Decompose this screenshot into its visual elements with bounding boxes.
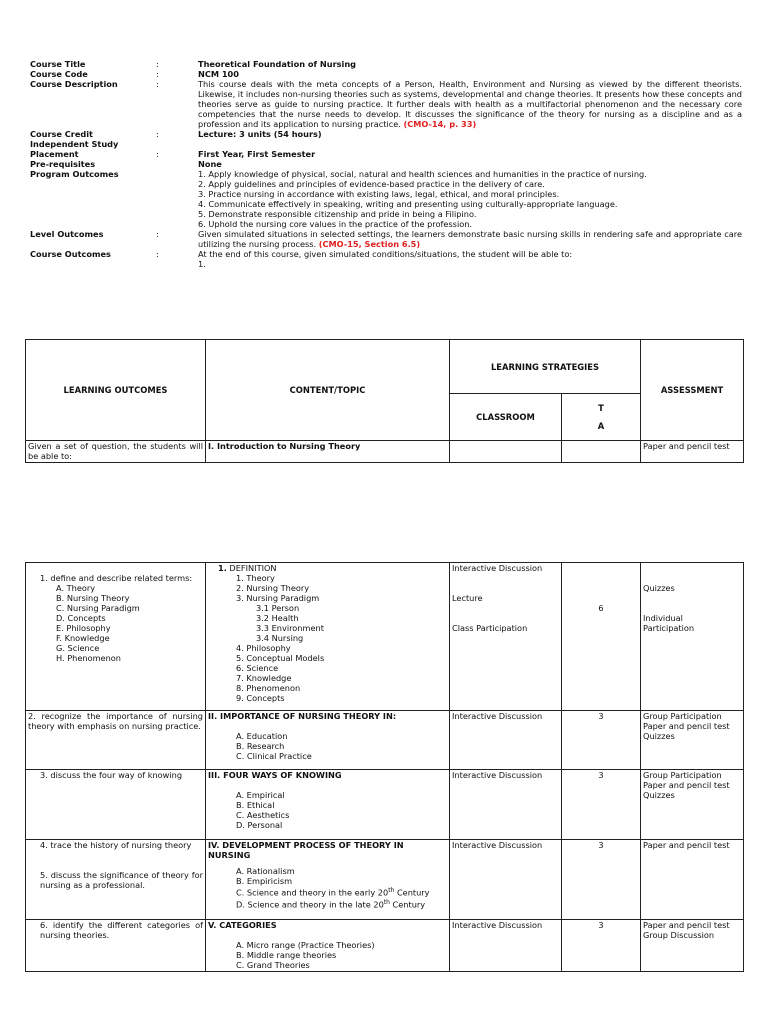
topic-subitem: 3.3 Environment (256, 623, 324, 633)
topic-title: II. IMPORTANCE OF NURSING THEORY IN: (208, 711, 397, 721)
assessment-item: Paper and pencil test (643, 840, 730, 850)
assessment-item: Quizzes (643, 790, 675, 800)
topic-item: 2. Nursing Theory (236, 583, 310, 593)
course-code-value: NCM 100 (198, 69, 239, 79)
topic-item: B. Empiricism (236, 876, 293, 886)
topic-item: B. Ethical (236, 800, 275, 810)
course-description-ref: (CMO-14, p. 33) (403, 119, 477, 129)
topic-item: B. Research (236, 741, 285, 751)
independent-study-row (30, 139, 742, 149)
assessment-item: Group Discussion (643, 930, 715, 940)
course-description-row (30, 79, 742, 129)
topic-cell (206, 770, 450, 840)
placement-value: First Year, First Semester (198, 149, 316, 159)
outcome-cell: 2. recognize the importance of nursing theory with emphasis on nursing practice. (26, 711, 206, 770)
level-outcomes-ref: (CMO-15, Section 6.5) (318, 239, 421, 249)
program-outcome-item: 4. Communicate effectively in speaking, writing and presenting using culturally-appropriate language. (198, 199, 618, 209)
colon: : (156, 69, 159, 79)
level-outcomes-value (198, 229, 742, 249)
level-outcomes-text: Given simulated situations in selected settings, the learners demonstrate basic nursing skills in rendering safe and appropriate care utilizing the nursing process. (198, 229, 742, 249)
table-row (26, 711, 744, 770)
hours-cell (562, 563, 641, 711)
program-outcome-item: 5. Demonstrate responsible citizenship and pride in being a Filipino. (198, 209, 477, 219)
strategy-cell: Interactive Discussion (450, 711, 562, 770)
outcome-item: F. Knowledge (56, 633, 110, 643)
ordinal-suffix: th (383, 898, 390, 906)
strategy-cell: Interactive Discussion (450, 920, 562, 972)
outcome-text: 1. define and describe related terms: (40, 573, 193, 583)
colon: : (156, 129, 159, 139)
topic-cell: I. Introduction to Nursing Theory (206, 441, 450, 463)
table-row (26, 840, 744, 920)
ordinal-suffix: th (388, 887, 395, 894)
assessment-item: Paper and pencil test (643, 721, 730, 731)
strategy-cell (450, 563, 562, 711)
course-description-value (198, 79, 742, 129)
colon: : (156, 249, 159, 259)
topic-item-century: Century (394, 887, 430, 898)
outcome-item: D. Concepts (56, 613, 106, 623)
prerequisites-label: Pre-requisites (30, 159, 96, 169)
topic-cell (206, 840, 450, 920)
hours-cell: 3 (562, 770, 641, 840)
hours-cell: 3 (562, 840, 641, 920)
assessment-cell: Paper and pencil test (641, 441, 744, 463)
prerequisites-row (30, 159, 742, 169)
outcome-cell (26, 920, 206, 972)
topic-title: V. CATEGORIES (208, 920, 277, 930)
assessment-header: ASSESSMENT (641, 340, 744, 441)
topic-item: 3. Nursing Paradigm (236, 593, 320, 603)
topic-item: D. Personal (236, 820, 283, 830)
assessment-cell (641, 770, 744, 840)
colon-empty (156, 169, 198, 229)
outcome-text: 5. discuss the significance of theory for nursing as a professional. (40, 870, 203, 890)
hours-cell: 3 (562, 920, 641, 972)
topic-cell (206, 920, 450, 972)
outcome-item: A. Theory (56, 583, 96, 593)
course-credit-row (30, 129, 742, 139)
course-header (30, 59, 742, 269)
topic-item (208, 886, 447, 898)
outcome-text: 3. discuss the four way of knowing (40, 770, 183, 780)
assessment-cell (641, 711, 744, 770)
colon: : (156, 149, 159, 159)
topic-title-number: 1. (218, 563, 227, 573)
assessment-cell (641, 920, 744, 972)
learning-outcomes-header: LEARNING OUTCOMES (26, 340, 206, 441)
program-outcomes-list (198, 169, 742, 229)
topic-title: IV. DEVELOPMENT PROCESS OF THEORY IN NURSING (208, 840, 404, 860)
outcome-cell (26, 770, 206, 840)
program-outcome-item: 2. Apply guidelines and principles of evidence-based practice in the delivery of care. (198, 179, 545, 189)
course-outcomes-label: Course Outcomes (30, 249, 111, 259)
course-outcomes-value (198, 249, 742, 269)
program-outcome-item: 3. Practice nursing in accordance with existing laws, legal, ethical, and moral principles. (198, 189, 560, 199)
assessment-cell (641, 840, 744, 920)
course-outcomes-item: 1. (198, 259, 206, 269)
strategy-cell: Interactive Discussion (450, 770, 562, 840)
topic-item-text: D. Science and theory in the late 20 (236, 899, 384, 910)
strategy-item: Class Participation (452, 623, 528, 633)
placement-label: Placement (30, 149, 79, 159)
colon: : (156, 59, 159, 69)
classroom-cell (450, 441, 562, 463)
learning-strategies-header: LEARNING STRATEGIES (450, 340, 641, 394)
table-row (26, 920, 744, 972)
topic-item-century: Century (389, 899, 426, 910)
t-label: T (598, 403, 604, 413)
topic-item: 5. Conceptual Models (236, 653, 325, 663)
topic-item: 7. Knowledge (236, 673, 292, 683)
assessment-cell (641, 563, 744, 711)
topic-cell (206, 711, 450, 770)
placement-row (30, 149, 742, 159)
content-topic-header: CONTENT/TOPIC (206, 340, 450, 441)
independent-study-label: Independent Study (30, 139, 119, 149)
assessment-item: Quizzes (643, 583, 675, 593)
course-title-row (30, 59, 742, 69)
course-credit-label: Course Credit (30, 129, 93, 139)
outcome-text: 6. identify the different categories of nursing theories. (40, 920, 203, 940)
course-description-label: Course Description (30, 79, 118, 89)
topic-item: C. Grand Theories (236, 960, 310, 970)
topic-title: III. FOUR WAYS OF KNOWING (208, 770, 342, 780)
topic-cell (206, 563, 450, 711)
topic-item: 4. Philosophy (236, 643, 291, 653)
outcome-cell: Given a set of question, the students will be able to: (26, 441, 206, 463)
strategy-item: Lecture (452, 593, 483, 603)
level-outcomes-label: Level Outcomes (30, 229, 104, 239)
outcome-item: H. Phenomenon (56, 653, 121, 663)
course-code-row (30, 69, 742, 79)
topic-item: A. Empirical (236, 790, 285, 800)
level-outcomes-row (30, 229, 742, 249)
outcome-item: G. Science (56, 643, 100, 653)
colon: : (156, 229, 159, 239)
learning-plan-table (25, 562, 744, 972)
course-title-label: Course Title (30, 59, 86, 69)
colon-empty (156, 159, 198, 169)
outcome-item: B. Nursing Theory (56, 593, 130, 603)
outcome-text: 4. trace the history of nursing theory (40, 840, 192, 850)
ta-header (562, 394, 641, 441)
assessment-item: Individual Participation (643, 613, 695, 633)
outcome-item: E. Philosophy (56, 623, 111, 633)
hours-value: 6 (598, 603, 604, 613)
topic-item: A. Education (236, 731, 288, 741)
assessment-item: Group Participation (643, 711, 722, 721)
course-description-text: This course deals with the meta concepts of a Person, Health, Environment and Nursing as viewed by the different theorists. Likewise, it includes non-nursing theories such as systems, developmental and change theories. It presents how these concepts and theories serve as guide to nursing practice. It further deals with health as a multifactorial phenomenon and the necessary core competencies that the nurse needs to develop. It discusses the significance of the theory for nursing as a discipline and as a profession and its application to nursing practice. (198, 79, 742, 129)
program-outcome-item: 1. Apply knowledge of physical, social, natural and health sciences and humanities in the practice of nursing. (198, 169, 647, 179)
course-credit-value: Lecture: 3 units (54 hours) (198, 129, 322, 139)
colon: : (156, 79, 159, 89)
topic-item: B. Middle range theories (236, 950, 337, 960)
assessment-item: Paper and pencil test (643, 780, 730, 790)
table-row (26, 563, 744, 711)
program-outcome-item: 6. Uphold the nursing core values in the practice of the profession. (198, 219, 473, 229)
assessment-item: Quizzes (643, 731, 675, 741)
classroom-header: CLASSROOM (450, 394, 562, 441)
program-outcomes-label: Program Outcomes (30, 169, 119, 179)
topic-item: C. Clinical Practice (236, 751, 312, 761)
topic-item-text: C. Science and theory in the early 20 (236, 887, 389, 898)
assessment-item: Group Participation (643, 770, 722, 780)
a-label: A (597, 421, 605, 431)
topic-item: A. Rationalism (236, 866, 295, 876)
topic-subitem: 3.2 Health (256, 613, 299, 623)
topic-item: 8. Phenomenon (236, 683, 301, 693)
course-outcomes-row (30, 249, 742, 269)
assessment-item: Paper and pencil test (643, 920, 730, 930)
learning-plan-header-table (25, 339, 744, 463)
table-row (26, 770, 744, 840)
course-title-value: Theoretical Foundation of Nursing (198, 59, 357, 69)
hours-cell: 3 (562, 711, 641, 770)
outcome-cell (26, 563, 206, 711)
prerequisites-value: None (198, 159, 222, 169)
course-code-label: Course Code (30, 69, 88, 79)
topic-item: 1. Theory (236, 573, 275, 583)
topic-title-text: DEFINITION (229, 563, 277, 573)
strategy-cell: Interactive Discussion (450, 840, 562, 920)
course-outcomes-text: At the end of this course, given simulated conditions/situations, the student will be able to: (198, 249, 573, 259)
outcome-item: C. Nursing Paradigm (56, 603, 140, 613)
ta-cell (562, 441, 641, 463)
topic-item: A. Micro range (Practice Theories) (236, 940, 375, 950)
outcome-cell (26, 840, 206, 920)
program-outcomes-row (30, 169, 742, 229)
topic-item: 6. Science (236, 663, 279, 673)
strategy-item: Interactive Discussion (452, 563, 543, 573)
topic-title (208, 563, 447, 573)
topic-item: 9. Concepts (236, 693, 285, 703)
topic-item: C. Aesthetics (236, 810, 290, 820)
topic-subitem: 3.1 Person (256, 603, 300, 613)
topic-subitem: 3.4 Nursing (256, 633, 304, 643)
topic-item (208, 898, 447, 910)
